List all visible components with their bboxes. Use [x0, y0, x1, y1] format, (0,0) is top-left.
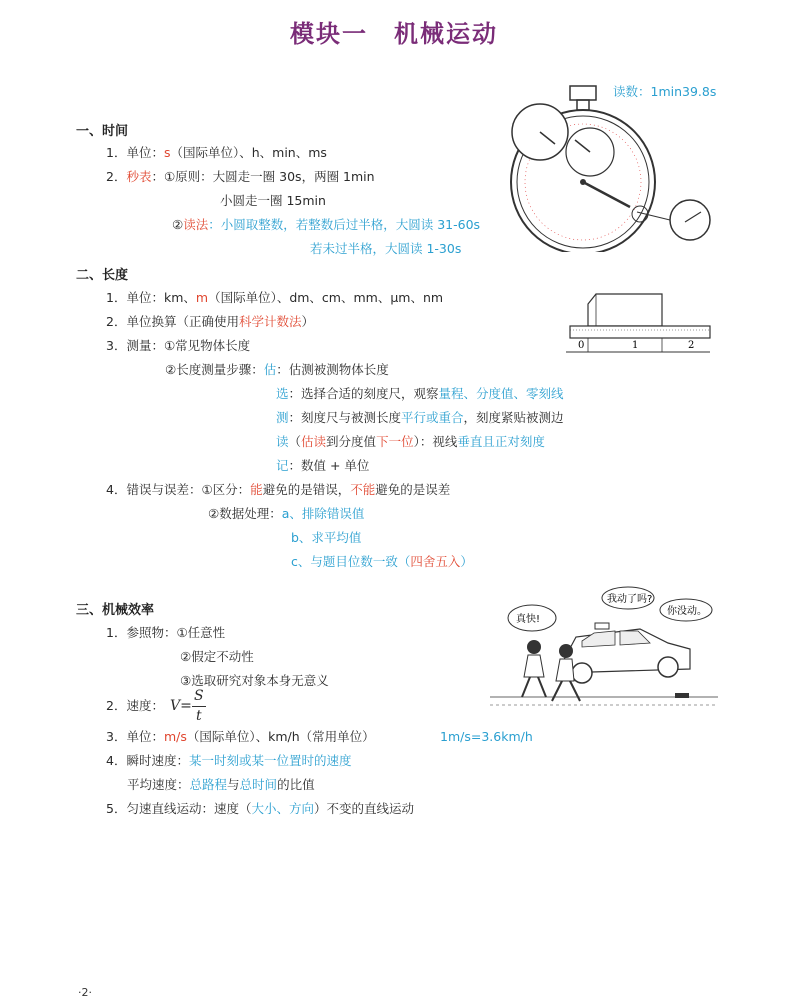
- highlight-blue: a、排除错误值: [281, 506, 365, 521]
- highlight-red: m: [195, 290, 209, 305]
- speed-label: 2．速度：: [106, 698, 164, 713]
- data-processing-line: [208, 506, 364, 522]
- speech-bubble-fast: 真快!: [516, 614, 541, 625]
- conversion-line: [106, 314, 314, 330]
- stopwatch-illustration: [505, 82, 715, 252]
- measure-line1: 3．测量：①常见物体长度: [106, 338, 251, 353]
- length-unit-line: [106, 290, 443, 306]
- text: ②: [172, 217, 184, 232]
- highlight-blue: 选: [276, 386, 289, 401]
- highlight-blue: 量程、分度值、零刻线: [438, 386, 564, 401]
- speed-unit-line: [106, 729, 375, 745]
- error-line: [106, 482, 450, 498]
- highlight-blue: 大小、方向: [251, 801, 314, 816]
- highlight-blue: 读: [276, 434, 289, 449]
- highlight-red: 估读: [301, 434, 327, 449]
- text: 4．瞬时速度：: [106, 753, 189, 768]
- highlight-blue: 平行或重合: [401, 410, 464, 425]
- text: （: [288, 434, 302, 449]
- text: 5．匀速直线运动：速度（: [106, 801, 252, 816]
- highlight-red: s: [163, 145, 171, 160]
- speed-conversion: 1m/s=3.6km/h: [440, 729, 533, 744]
- formula-numerator: S: [194, 688, 204, 704]
- uniform-motion-line: [106, 801, 414, 817]
- highlight-red: 四舍五入: [410, 554, 461, 569]
- highlight-red: 能: [250, 482, 263, 497]
- data-processing-c: [291, 554, 473, 570]
- text: ②长度测量步骤：: [165, 362, 264, 377]
- highlight-blue: 总路程: [189, 777, 228, 792]
- highlight-blue: c、与题目位数一致（: [291, 554, 411, 569]
- highlight-blue: 某一时刻或某一位置时的速度: [188, 753, 352, 768]
- stopwatch-rule-line2: 小圆走一圈 15min: [220, 193, 326, 208]
- text: 2．单位换算（正确使用: [106, 314, 239, 329]
- highlight-blue: 测: [276, 410, 289, 425]
- text: （国际单位）、h、min、ms: [170, 145, 327, 160]
- highlight-blue: ）: [460, 554, 473, 569]
- highlight-red: 下一位: [376, 434, 414, 449]
- ruler-illustration: [562, 290, 714, 356]
- highlight-blue: ：小圆取整数，若整数后过半格，大圆读 31-60s: [208, 217, 481, 232]
- formula-denominator: t: [196, 708, 202, 724]
- data-processing-b: b、求平均值: [291, 530, 362, 545]
- text: 3．单位：: [106, 729, 164, 744]
- text: 1．单位：: [106, 145, 164, 160]
- section-heading-motion: 三、机械效率: [76, 603, 155, 618]
- highlight-red: 科学计数法: [238, 314, 302, 329]
- motion-cartoon: [490, 585, 718, 715]
- formula-v: V=: [170, 698, 192, 714]
- text: ：选择合适的刻度尺，观察: [288, 386, 439, 401]
- stopwatch-rule-line: [106, 169, 375, 185]
- instant-speed-line: [106, 753, 351, 769]
- highlight-blue: 垂直且正对刻度: [457, 434, 545, 449]
- measure-line2: [165, 362, 389, 378]
- text: ：估测被测物体长度: [276, 362, 389, 377]
- stopwatch-read-line2: 若未过半格，大圆读 1-30s: [310, 241, 462, 256]
- highlight-red: m/s: [163, 729, 187, 744]
- text: 到分度值: [326, 434, 377, 449]
- speech-bubble-not-moving: 你没动。: [667, 606, 707, 617]
- highlight-blue: 总时间: [239, 777, 278, 792]
- text: 避免的是错误，: [262, 482, 351, 497]
- text: 与: [227, 777, 240, 792]
- ruler-tick-2: 2: [688, 340, 695, 351]
- highlight-red: 秒表: [126, 169, 152, 184]
- text: ）：视线: [413, 434, 458, 449]
- stopwatch-reading: 读数：1min39.8s: [613, 84, 717, 99]
- page-title: 模块一 机械运动: [290, 20, 498, 48]
- highlight-red: 读法: [183, 217, 209, 232]
- section-heading-time: 一、时间: [76, 124, 129, 139]
- step-read: [276, 434, 545, 450]
- highlight-blue: 记: [276, 458, 289, 473]
- highlight-red: 不能: [350, 482, 376, 497]
- text: ：①原则：大圆走一圈 30s，两圈 1min: [151, 169, 375, 184]
- ruler-tick-1: 1: [632, 340, 639, 351]
- highlight-blue: 估: [263, 362, 277, 377]
- step-record: [276, 458, 369, 474]
- speech-bubble-moving: 我动了吗?: [607, 594, 653, 605]
- time-unit-line: [106, 145, 327, 161]
- text: 的比值: [277, 777, 315, 792]
- text: ，刻度紧贴被测边: [463, 410, 564, 425]
- reference-line3: ③选取研究对象本身无意义: [180, 673, 329, 688]
- text: 避免的是误差: [375, 482, 451, 497]
- step-select: [276, 386, 564, 402]
- text: ）: [301, 314, 314, 329]
- text: （国际单位）、km/h（常用单位）: [186, 729, 375, 744]
- fraction-bar: [192, 706, 206, 707]
- ruler-tick-0: 0: [578, 340, 585, 351]
- text: 4．错误与误差：①区分：: [106, 482, 251, 497]
- reference-line1: 1．参照物：①任意性: [106, 625, 226, 640]
- text: ：数值 + 单位: [288, 458, 370, 473]
- text: ：刻度尺与被测长度: [288, 410, 402, 425]
- text: 2．: [106, 169, 127, 184]
- stopwatch-read-line: [172, 217, 480, 233]
- text: ②数据处理：: [208, 506, 282, 521]
- text: 平均速度：: [127, 777, 190, 792]
- page-number: ·2·: [78, 986, 92, 999]
- text: 1．单位：km、: [106, 290, 196, 305]
- reference-line2: ②假定不动性: [180, 649, 254, 664]
- average-speed-line: [127, 777, 315, 793]
- section-heading-length: 二、长度: [76, 268, 129, 283]
- text: （国际单位）、dm、cm、mm、μm、nm: [208, 290, 444, 305]
- text: ）不变的直线运动: [313, 801, 414, 816]
- step-measure: [276, 410, 564, 426]
